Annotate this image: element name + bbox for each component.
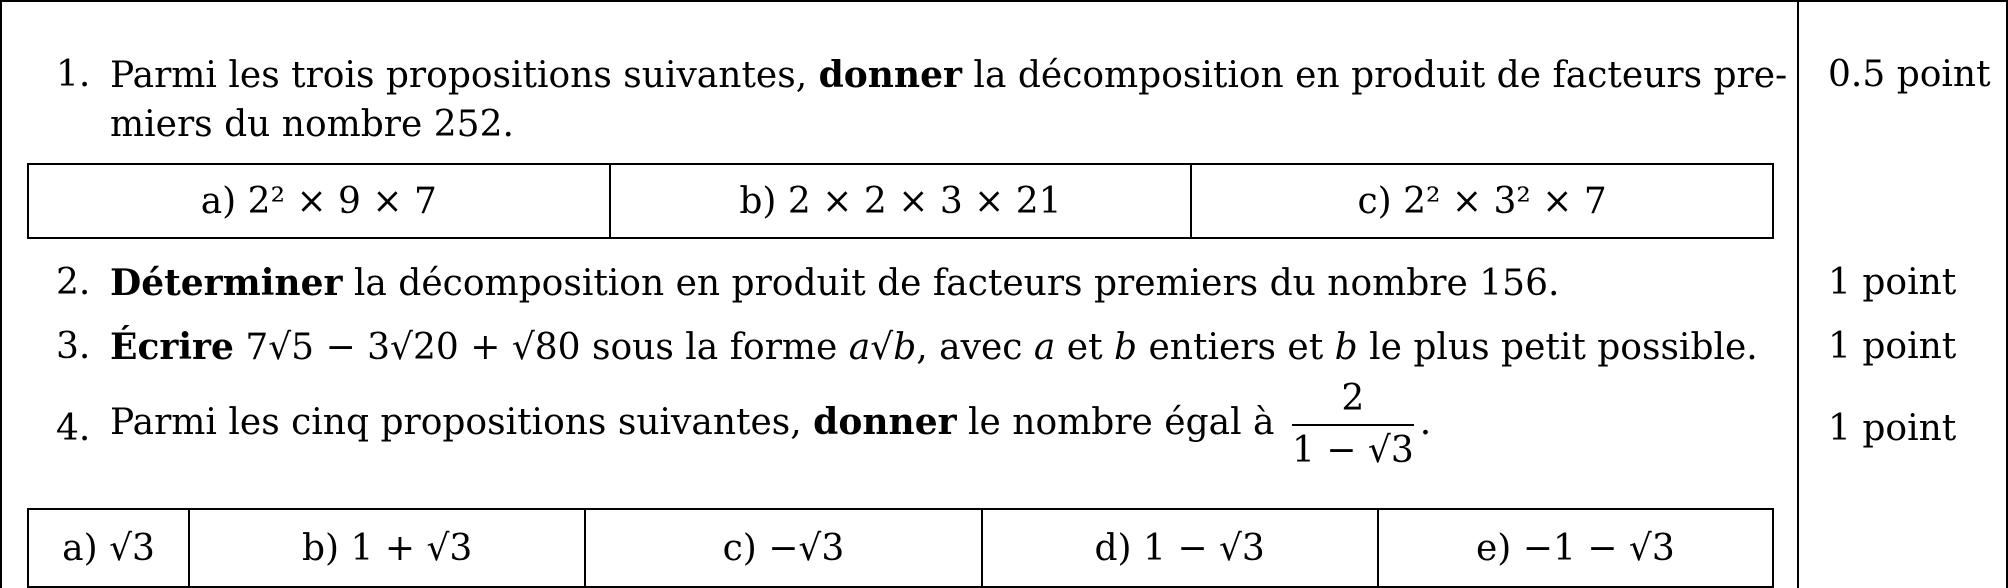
q3-text-1: sous la forme (580, 327, 849, 368)
q4-points: 1 point (1828, 408, 1957, 449)
q4-keyword: donner (813, 401, 957, 443)
q2-points: 1 point (1828, 262, 1957, 303)
q1-text-post: la décomposition en produit de facteurs pre- (961, 55, 1788, 96)
q3-keyword: Écrire (110, 326, 234, 368)
q4-number: 4. (56, 408, 91, 449)
q4-option-b: b) 1 + √3 (189, 509, 585, 587)
q1-option-a: a) 2² × 9 × 7 (28, 164, 610, 238)
q4-text-pre: Parmi les cinq propositions suivantes, (110, 402, 814, 443)
q3-text-2: , avec (916, 327, 1034, 368)
q1-option-c: c) 2² × 3² × 7 (1191, 164, 1773, 238)
q4-fraction (1292, 380, 1414, 470)
q4-fraction-numerator: 2 (1292, 380, 1414, 426)
q1-option-b: b) 2 × 2 × 3 × 21 (610, 164, 1192, 238)
q3-number: 3. (56, 326, 91, 367)
q2-keyword: Déterminer (110, 262, 343, 304)
q2-number: 2. (56, 262, 91, 303)
q4-option-a: a) √3 (28, 509, 189, 587)
q1-points: 0.5 point (1828, 54, 1991, 95)
q1-line2: miers du nombre 252. (110, 104, 514, 145)
q4-option-d: d) 1 − √3 (982, 509, 1378, 587)
q3-text (110, 326, 1758, 369)
q2-text (110, 262, 1559, 305)
q4-options-table (27, 508, 1774, 588)
q4-option-c: c) −√3 (585, 509, 981, 587)
q4-text-post: le nombre égal à (956, 402, 1286, 443)
q3-var-b: b (1114, 327, 1138, 368)
q3-text-5: le plus petit possible. (1357, 327, 1758, 368)
q4-fraction-denominator: 1 − √3 (1291, 430, 1414, 471)
q1-options-table (27, 163, 1774, 239)
q4-text (110, 380, 1431, 470)
q1-keyword: donner (818, 54, 962, 96)
points-column-divider (1797, 0, 1799, 588)
q3-text-4: entiers et (1137, 327, 1335, 368)
q3-text-3: et (1055, 327, 1114, 368)
q3-expression: 7√5 − 3√20 + √80 (233, 327, 581, 368)
q1-line1 (110, 54, 1787, 97)
q1-text-pre: Parmi les trois propositions suivantes, (110, 55, 819, 96)
q1-number: 1. (56, 54, 91, 95)
q4-option-e: e) −1 − √3 (1378, 509, 1773, 587)
q3-var-b2: b (1334, 327, 1358, 368)
q3-points: 1 point (1828, 326, 1957, 367)
q4-text-end: . (1419, 402, 1432, 443)
q3-var-a: a (1033, 327, 1056, 368)
q3-form: a√b (848, 327, 917, 368)
q2-text-body: la décomposition en produit de facteurs premiers du nombre 156. (342, 263, 1560, 304)
